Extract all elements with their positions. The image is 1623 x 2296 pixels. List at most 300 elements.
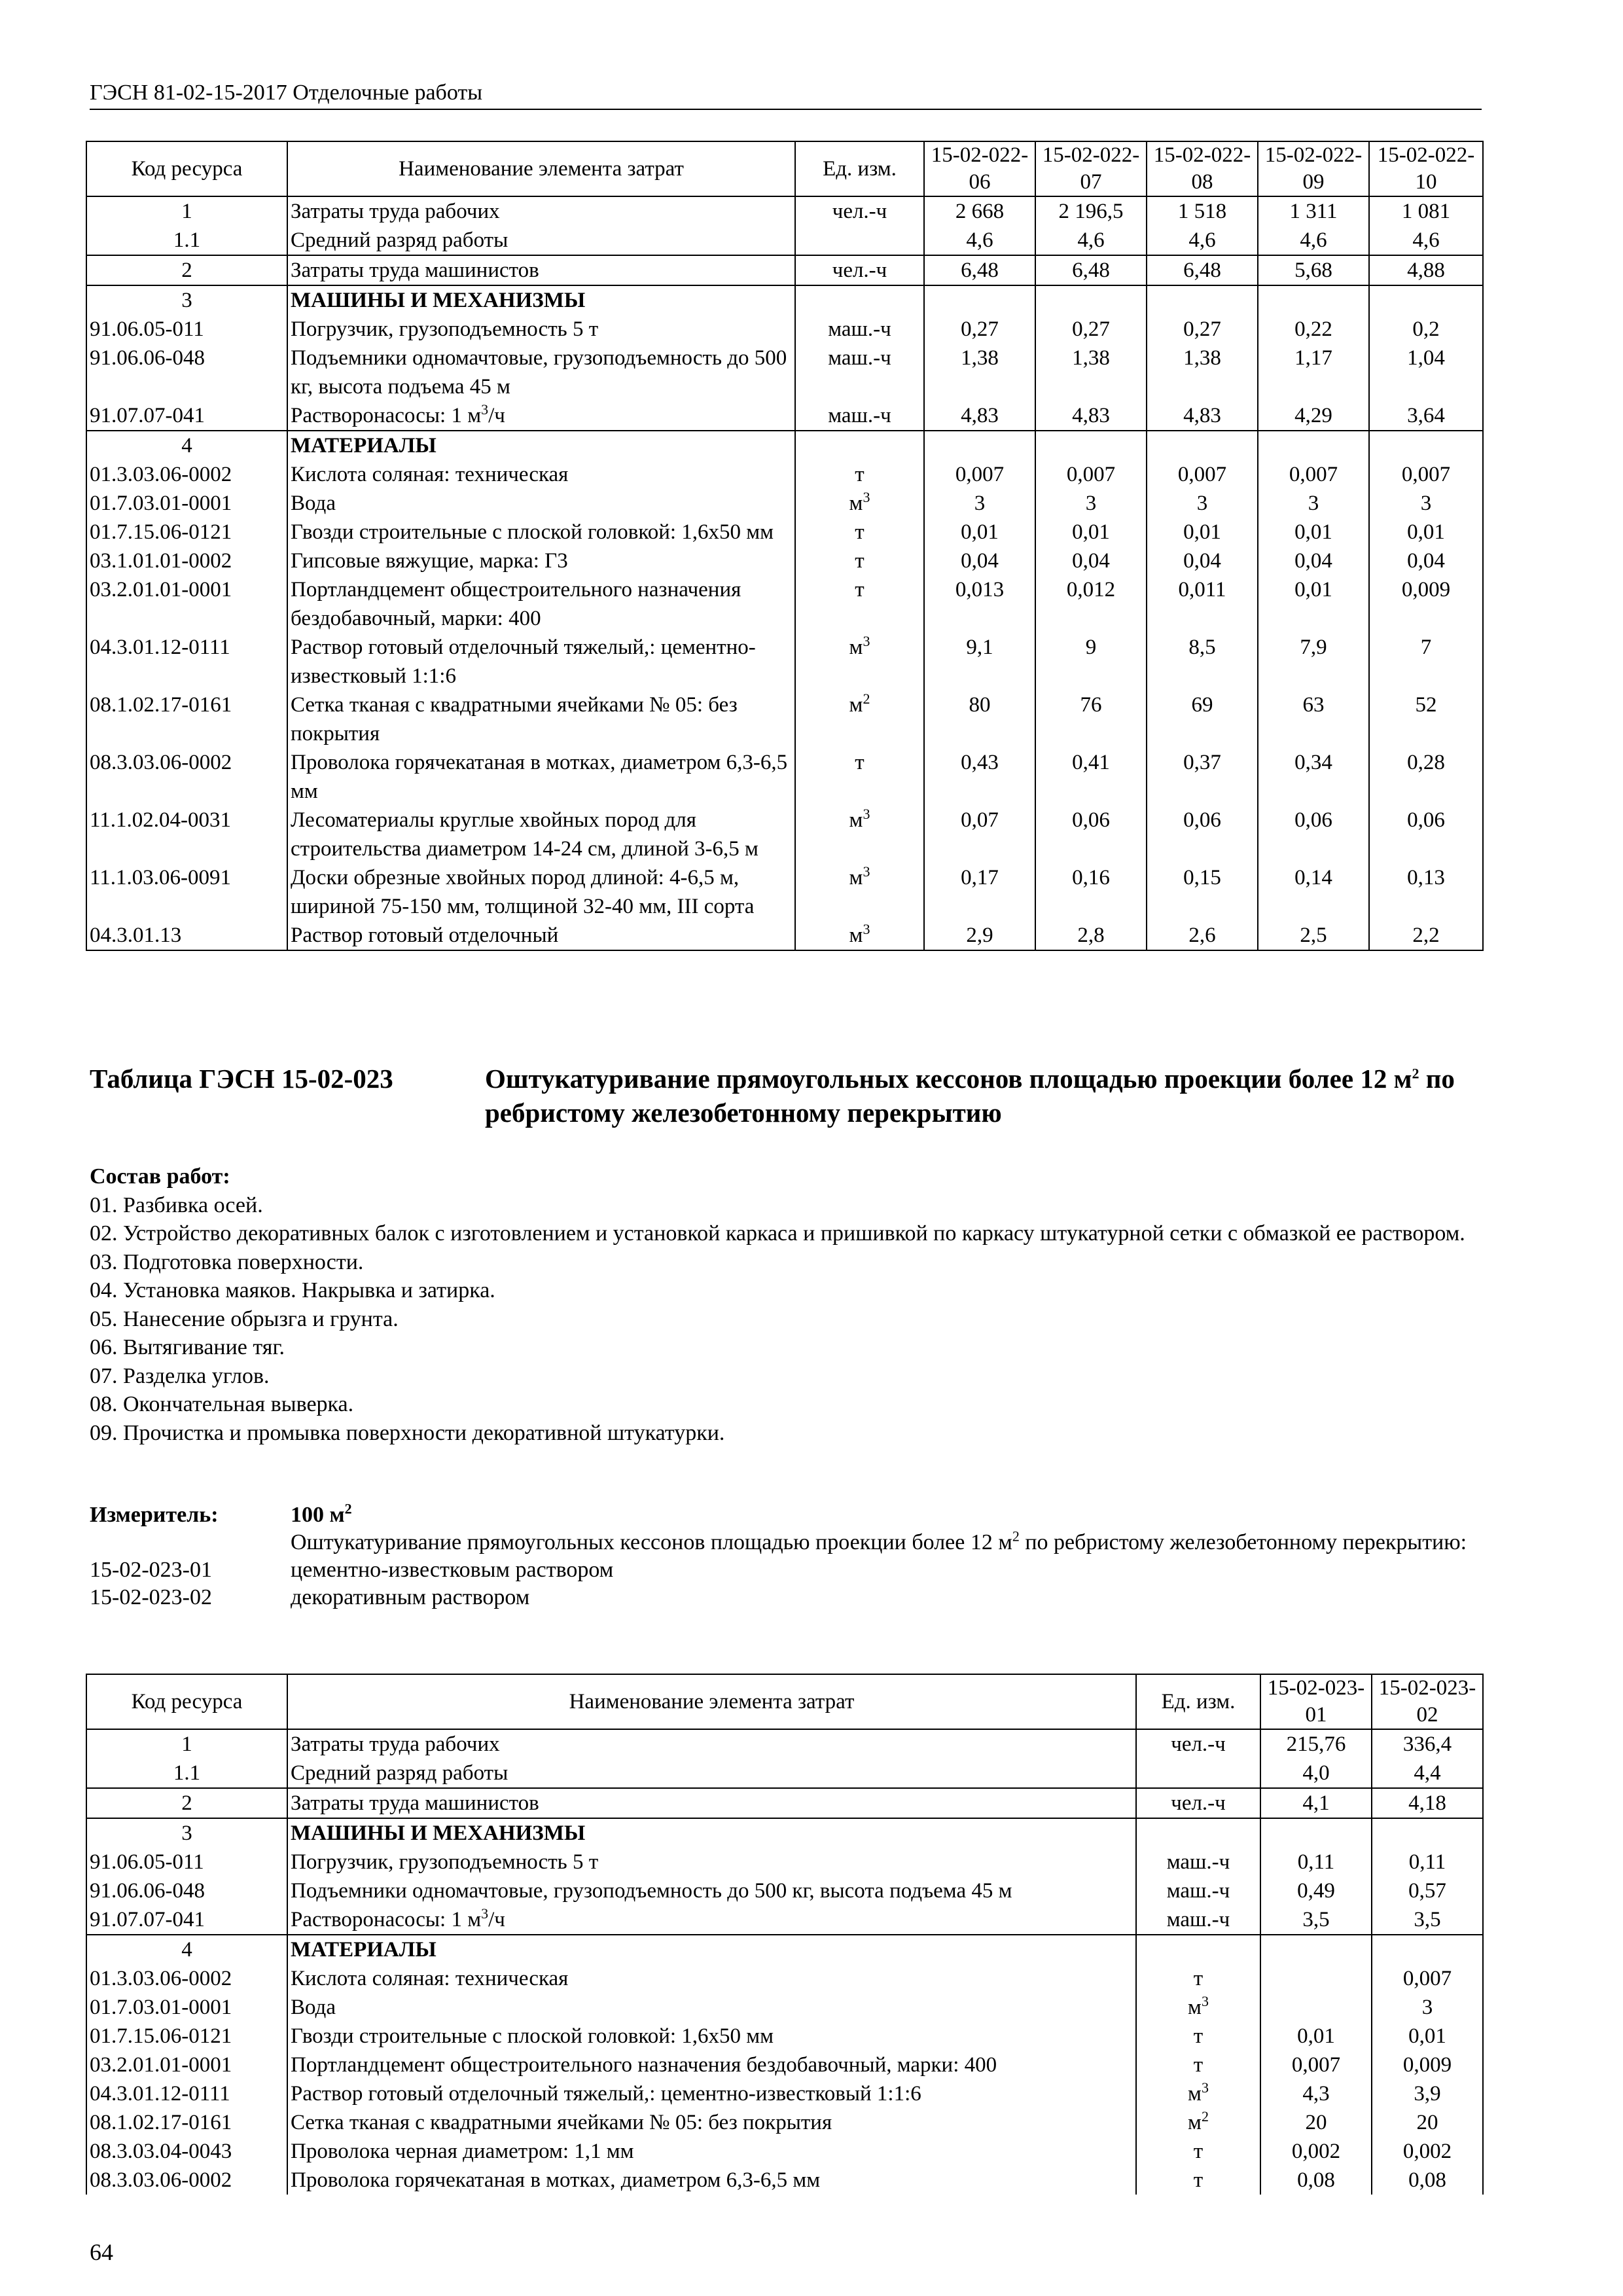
value-cell: 2,8: [1035, 921, 1147, 950]
value-cell: 336,4: [1372, 1729, 1483, 1759]
table-row: [86, 344, 1483, 401]
value-cell: 4,0: [1260, 1759, 1372, 1788]
value-cell: 0,007: [1260, 2051, 1372, 2079]
value-cell: 4,6: [1147, 226, 1258, 255]
resource-code: 03.2.01.01-0001: [86, 2051, 287, 2079]
unit: маш.-ч: [795, 401, 924, 431]
unit: т: [795, 547, 924, 575]
work-item: 01. Разбивка осей.: [90, 1193, 263, 1217]
table-row: [86, 226, 1483, 255]
variant-text: декоративным раствором: [291, 1585, 530, 1609]
resource-name: Проволока горячекатаная в мотках, диаметром 6,3-6,5 мм: [287, 2166, 1136, 2195]
resource-name: Сетка тканая с квадратными ячейками № 05: без покрытия: [287, 691, 795, 748]
value-cell: 0,009: [1372, 2051, 1483, 2079]
value-cell: 0,007: [1147, 460, 1258, 489]
value-cell: 0,012: [1035, 575, 1147, 633]
value-cell: 0,28: [1369, 748, 1483, 806]
resource-name: Подъемники одномачтовые, грузоподъемность до 500 кг, высота подъема 45 м: [287, 344, 795, 401]
unit: чел.-ч: [1136, 1729, 1260, 1759]
table-label: Таблица ГЭСН 15-02-023: [90, 1064, 393, 1094]
value-cell: 2 196,5: [1035, 196, 1147, 226]
work-item: 05. Нанесение обрызга и грунта.: [90, 1306, 399, 1331]
resource-name: Портландцемент общестроительного назначения бездобавочный, марки: 400: [287, 2051, 1136, 2079]
work-item: 08. Окончательная выверка.: [90, 1392, 354, 1416]
resource-code: 1: [86, 1729, 287, 1759]
value-cell: 0,15: [1147, 863, 1258, 921]
value-cell: 1,38: [1147, 344, 1258, 401]
resource-code: 11.1.03.06-0091: [86, 863, 287, 921]
value-cell: [1035, 431, 1147, 460]
unit: т: [1136, 2051, 1260, 2079]
value-cell: 0,007: [924, 460, 1035, 489]
value-cell: 1,38: [924, 344, 1035, 401]
value-cell: 2,2: [1369, 921, 1483, 950]
column-header: 15-02-022-08: [1147, 141, 1258, 196]
unit: т: [1136, 2137, 1260, 2166]
column-header: Код ресурса: [86, 141, 287, 196]
value-cell: 0,43: [924, 748, 1035, 806]
table-row: [86, 1788, 1483, 1818]
resource-code: 08.1.02.17-0161: [86, 691, 287, 748]
value-cell: 0,011: [1147, 575, 1258, 633]
resource-name: МАТЕРИАЛЫ: [287, 1935, 1136, 1964]
value-cell: 2,6: [1147, 921, 1258, 950]
value-cell: 0,04: [1147, 547, 1258, 575]
column-header: Наименование элемента затрат: [287, 141, 795, 196]
resource-code: 01.7.15.06-0121: [86, 518, 287, 547]
value-cell: [1258, 431, 1369, 460]
resource-name: Погрузчик, грузоподъемность 5 т: [287, 1848, 1136, 1876]
value-cell: 4,6: [1035, 226, 1147, 255]
value-cell: 0,01: [1258, 518, 1369, 547]
table-row: [86, 1935, 1483, 1964]
unit: $м^2$: [1136, 2108, 1260, 2137]
value-cell: 52: [1369, 691, 1483, 748]
value-cell: 0,007: [1369, 460, 1483, 489]
running-header: ГЭСН 81-02-15-2017 Отделочные работы: [90, 80, 1482, 110]
unit: $м^2$: [795, 691, 924, 748]
value-cell: 0,27: [1147, 315, 1258, 344]
resource-table-023: [86, 1674, 1484, 2195]
value-cell: 3,64: [1369, 401, 1483, 431]
unit: т: [795, 460, 924, 489]
resource-code: 08.3.03.04-0043: [86, 2137, 287, 2166]
value-cell: 0,01: [1260, 2022, 1372, 2051]
table-row: [86, 1818, 1483, 1848]
value-cell: 2,9: [924, 921, 1035, 950]
resource-code: 91.06.06-048: [86, 1876, 287, 1905]
resource-code: 01.7.15.06-0121: [86, 2022, 287, 2051]
unit: $м^3$: [795, 921, 924, 950]
table-row: [86, 285, 1483, 315]
resource-code: 01.3.03.06-0002: [86, 460, 287, 489]
column-header: Ед. изм.: [1136, 1674, 1260, 1729]
value-cell: 0,08: [1260, 2166, 1372, 2195]
value-cell: 20: [1372, 2108, 1483, 2137]
resource-name: Лесоматериалы круглые хвойных пород для строительства диаметром 14-24 см, длиной 3-6,5 м: [287, 806, 795, 863]
unit: чел.-ч: [795, 196, 924, 226]
value-cell: 0,27: [1035, 315, 1147, 344]
table-header: [86, 1674, 1483, 1729]
value-cell: 0,01: [924, 518, 1035, 547]
unit: т: [1136, 2022, 1260, 2051]
table-row: [86, 431, 1483, 460]
unit: маш.-ч: [1136, 1848, 1260, 1876]
resource-name: Раствор готовый отделочный тяжелый,: цементно-известковый 1:1:6: [287, 633, 795, 691]
unit: [795, 285, 924, 315]
resource-name: МАШИНЫ И МЕХАНИЗМЫ: [287, 1818, 1136, 1848]
value-cell: 1,38: [1035, 344, 1147, 401]
column-header: 15-02-022-07: [1035, 141, 1147, 196]
value-cell: 0,17: [924, 863, 1035, 921]
resource-name: Гипсовые вяжущие, марка: Г3: [287, 547, 795, 575]
value-cell: 215,76: [1260, 1729, 1372, 1759]
table-body: [86, 1729, 1483, 2195]
value-cell: 0,08: [1372, 2166, 1483, 2195]
value-cell: 4,83: [924, 401, 1035, 431]
value-cell: [1260, 1935, 1372, 1964]
value-cell: [1372, 1935, 1483, 1964]
value-cell: 3,5: [1372, 1905, 1483, 1935]
value-cell: 0,04: [1035, 547, 1147, 575]
measure-variant: [90, 1584, 1490, 1611]
value-cell: 4,3: [1260, 2079, 1372, 2108]
resource-code: 01.7.03.01-0001: [86, 1993, 287, 2022]
value-cell: 0,01: [1369, 518, 1483, 547]
unit: т: [1136, 2166, 1260, 2195]
value-cell: 8,5: [1147, 633, 1258, 691]
table-row: [86, 921, 1483, 950]
resource-code: 91.07.07-041: [86, 1905, 287, 1935]
resource-code: 91.06.05-011: [86, 1848, 287, 1876]
table-row: [86, 460, 1483, 489]
value-cell: [1369, 431, 1483, 460]
value-cell: 76: [1035, 691, 1147, 748]
table-row: [86, 863, 1483, 921]
resource-code: 2: [86, 255, 287, 285]
work-item: 09. Прочистка и промывка поверхности декоративной штукатурки.: [90, 1420, 725, 1445]
value-cell: 4,6: [924, 226, 1035, 255]
value-cell: 4,6: [1258, 226, 1369, 255]
value-cell: 7,9: [1258, 633, 1369, 691]
value-cell: 0,002: [1260, 2137, 1372, 2166]
unit: $м^3$: [795, 806, 924, 863]
value-cell: 0,01: [1147, 518, 1258, 547]
table-row: [86, 575, 1483, 633]
resource-code: 4: [86, 431, 287, 460]
resource-code: 08.3.03.06-0002: [86, 748, 287, 806]
resource-name: Вода: [287, 489, 795, 518]
column-header: Код ресурса: [86, 1674, 287, 1729]
table-row: [86, 518, 1483, 547]
value-cell: 0,22: [1258, 315, 1369, 344]
work-composition-list: [90, 1191, 1490, 1448]
resource-code: 03.1.01.01-0002: [86, 547, 287, 575]
column-header: 15-02-022-10: [1369, 141, 1483, 196]
resource-code: 1: [86, 196, 287, 226]
resource-name: Затраты труда машинистов: [287, 1788, 1136, 1818]
unit: т: [1136, 1964, 1260, 1993]
resource-code: 01.3.03.06-0002: [86, 1964, 287, 1993]
value-cell: 0,06: [1258, 806, 1369, 863]
table-row: [86, 806, 1483, 863]
resource-name: Портландцемент общестроительного назначения бездобавочный, марки: 400: [287, 575, 795, 633]
unit: чел.-ч: [795, 255, 924, 285]
value-cell: [1147, 431, 1258, 460]
column-header: 15-02-023-01: [1260, 1674, 1372, 1729]
value-cell: 0,009: [1369, 575, 1483, 633]
value-cell: 3: [1258, 489, 1369, 518]
value-cell: [1258, 285, 1369, 315]
value-cell: 0,007: [1035, 460, 1147, 489]
unit: $м^3$: [1136, 2079, 1260, 2108]
resource-code: 3: [86, 1818, 287, 1848]
page-number: 64: [90, 2239, 113, 2265]
value-cell: 0,06: [1035, 806, 1147, 863]
variant-text: цементно-известковым раствором: [291, 1558, 614, 1582]
value-cell: 3,9: [1372, 2079, 1483, 2108]
work-composition-heading: Состав работ:: [90, 1164, 230, 1189]
table-row: [86, 547, 1483, 575]
value-cell: [1147, 285, 1258, 315]
table-row: [86, 2108, 1483, 2137]
resource-code: 11.1.02.04-0031: [86, 806, 287, 863]
value-cell: 1,17: [1258, 344, 1369, 401]
value-cell: 0,06: [1369, 806, 1483, 863]
value-cell: 4,29: [1258, 401, 1369, 431]
measure-variant: [90, 1556, 1490, 1584]
value-cell: 63: [1258, 691, 1369, 748]
resource-name: Затраты труда рабочих: [287, 1729, 1136, 1759]
resource-name: МАТЕРИАЛЫ: [287, 431, 795, 460]
work-item: 03. Подготовка поверхности.: [90, 1249, 364, 1274]
value-cell: 1,04: [1369, 344, 1483, 401]
unit: [795, 431, 924, 460]
work-composition: [90, 1162, 1490, 1447]
value-cell: 0,007: [1258, 460, 1369, 489]
resource-code: 91.06.06-048: [86, 344, 287, 401]
value-cell: [1260, 1993, 1372, 2022]
value-cell: 4,6: [1369, 226, 1483, 255]
value-cell: 0,013: [924, 575, 1035, 633]
resource-name: Затраты труда рабочих: [287, 196, 795, 226]
unit: т: [795, 518, 924, 547]
value-cell: 1 518: [1147, 196, 1258, 226]
value-cell: 0,07: [924, 806, 1035, 863]
value-cell: 0,002: [1372, 2137, 1483, 2166]
resource-name: Доски обрезные хвойных пород длиной: 4-6,5 м, шириной 75-150 мм, толщиной 32-40 мм, III сорта: [287, 863, 795, 921]
value-cell: [1035, 285, 1147, 315]
column-header: 15-02-022-06: [924, 141, 1035, 196]
value-cell: 4,88: [1369, 255, 1483, 285]
resource-code: 1.1: [86, 1759, 287, 1788]
value-cell: 0,41: [1035, 748, 1147, 806]
resource-name: Подъемники одномачтовые, грузоподъемность до 500 кг, высота подъема 45 м: [287, 1876, 1136, 1905]
unit: [795, 226, 924, 255]
table-row: [86, 1964, 1483, 1993]
table-row: [86, 1729, 1483, 1759]
value-cell: 0,14: [1258, 863, 1369, 921]
unit: $м^3$: [795, 633, 924, 691]
resource-name: МАШИНЫ И МЕХАНИЗМЫ: [287, 285, 795, 315]
table-row: [86, 1759, 1483, 1788]
resource-table-022: [86, 141, 1484, 951]
resource-name: Проволока горячекатаная в мотках, диаметром 6,3-6,5 мм: [287, 748, 795, 806]
table-row: [86, 2166, 1483, 2195]
unit: маш.-ч: [1136, 1905, 1260, 1935]
resource-code: 04.3.01.13: [86, 921, 287, 950]
value-cell: 6,48: [1147, 255, 1258, 285]
value-cell: 4,4: [1372, 1759, 1483, 1788]
table-row: [86, 255, 1483, 285]
value-cell: 3: [1369, 489, 1483, 518]
value-cell: 0,11: [1260, 1848, 1372, 1876]
resource-name: Кислота соляная: техническая: [287, 1964, 1136, 1993]
value-cell: 4,83: [1147, 401, 1258, 431]
value-cell: 3: [924, 489, 1035, 518]
table-row: [86, 1993, 1483, 2022]
value-cell: 3: [1147, 489, 1258, 518]
variant-code: 15-02-023-01: [90, 1558, 212, 1582]
resource-code: 08.1.02.17-0161: [86, 2108, 287, 2137]
table-row: [86, 1876, 1483, 1905]
value-cell: 0,01: [1035, 518, 1147, 547]
value-cell: 6,48: [1035, 255, 1147, 285]
value-cell: 0,13: [1369, 863, 1483, 921]
value-cell: 0,2: [1369, 315, 1483, 344]
value-cell: 4,83: [1035, 401, 1147, 431]
work-item: 07. Разделка углов.: [90, 1363, 270, 1388]
measure-label: Измеритель:: [90, 1503, 219, 1527]
value-cell: [1369, 285, 1483, 315]
table-row: [86, 633, 1483, 691]
work-item: 04. Установка маяков. Накрывка и затирка.: [90, 1278, 495, 1302]
value-cell: 0,34: [1258, 748, 1369, 806]
unit: т: [795, 575, 924, 633]
unit: $м^3$: [795, 863, 924, 921]
value-cell: 1 081: [1369, 196, 1483, 226]
value-cell: 0,01: [1258, 575, 1369, 633]
value-cell: [1260, 1818, 1372, 1848]
resource-code: 01.7.03.01-0001: [86, 489, 287, 518]
resource-code: 91.07.07-041: [86, 401, 287, 431]
resource-name: Вода: [287, 1993, 1136, 2022]
value-cell: 2,5: [1258, 921, 1369, 950]
value-cell: 0,04: [1369, 547, 1483, 575]
work-item: 02. Устройство декоративных балок с изготовлением и установкой каркаса и пришивкой по каркасу штукатурной сетки с обмазкой ее раствором.: [90, 1221, 1465, 1246]
table-row: [86, 2022, 1483, 2051]
value-cell: 7: [1369, 633, 1483, 691]
value-cell: 6,48: [924, 255, 1035, 285]
value-cell: 0,04: [1258, 547, 1369, 575]
measure-value: 100 $м^2$: [291, 1500, 352, 1527]
resource-code: 08.3.03.06-0002: [86, 2166, 287, 2195]
unit: маш.-ч: [1136, 1876, 1260, 1905]
value-cell: 0,04: [924, 547, 1035, 575]
table-row: [86, 1848, 1483, 1876]
resource-name: Сетка тканая с квадратными ячейками № 05: без покрытия: [287, 2108, 1136, 2137]
column-header: Ед. изм.: [795, 141, 924, 196]
value-cell: 4,18: [1372, 1788, 1483, 1818]
resource-code: 04.3.01.12-0111: [86, 2079, 287, 2108]
table-body: [86, 196, 1483, 950]
value-cell: 2 668: [924, 196, 1035, 226]
value-cell: 4,1: [1260, 1788, 1372, 1818]
value-cell: [1260, 1964, 1372, 1993]
table-row: [86, 2079, 1483, 2108]
resource-name: Раствор готовый отделочный тяжелый,: цементно-известковый 1:1:6: [287, 2079, 1136, 2108]
table-row: [86, 2051, 1483, 2079]
unit: [1136, 1935, 1260, 1964]
resource-code: 2: [86, 1788, 287, 1818]
value-cell: 3,5: [1260, 1905, 1372, 1935]
unit: $м^3$: [1136, 1993, 1260, 2022]
value-cell: 0,11: [1372, 1848, 1483, 1876]
value-cell: 0,007: [1372, 1964, 1483, 1993]
value-cell: 0,16: [1035, 863, 1147, 921]
value-cell: 3: [1372, 1993, 1483, 2022]
value-cell: 20: [1260, 2108, 1372, 2137]
resource-name: Гвозди строительные с плоской головкой: 1,6х50 мм: [287, 518, 795, 547]
table-row: [86, 748, 1483, 806]
value-cell: 3: [1035, 489, 1147, 518]
measure-variants: [90, 1556, 1490, 1611]
unit: маш.-ч: [795, 344, 924, 401]
measure-description: Оштукатуривание прямоугольных кессонов площадью проекции более 12 $м^2$ по ребристому железобетонному перекрытию:: [291, 1528, 1467, 1554]
table-row: [86, 315, 1483, 344]
value-cell: 9: [1035, 633, 1147, 691]
resource-name: Кислота соляная: техническая: [287, 460, 795, 489]
unit: т: [795, 748, 924, 806]
resource-code: 4: [86, 1935, 287, 1964]
column-header: Наименование элемента затрат: [287, 1674, 1136, 1729]
column-header: 15-02-022-09: [1258, 141, 1369, 196]
resource-code: 04.3.01.12-0111: [86, 633, 287, 691]
value-cell: 5,68: [1258, 255, 1369, 285]
table-row: [86, 196, 1483, 226]
table-row: [86, 401, 1483, 431]
resource-name: Растворонасосы: 1 $м^3/ч$: [287, 1905, 1136, 1935]
table-row: [86, 1905, 1483, 1935]
unit: чел.-ч: [1136, 1788, 1260, 1818]
value-cell: 9,1: [924, 633, 1035, 691]
value-cell: 80: [924, 691, 1035, 748]
resource-code: 3: [86, 285, 287, 315]
value-cell: 0,49: [1260, 1876, 1372, 1905]
value-cell: [924, 431, 1035, 460]
resource-name: Растворонасосы: 1 $м^3/ч$: [287, 401, 795, 431]
value-cell: [1372, 1818, 1483, 1848]
resource-code: 91.06.05-011: [86, 315, 287, 344]
value-cell: 0,37: [1147, 748, 1258, 806]
table-title: Оштукатуривание прямоугольных кессонов площадью проекции более 12 $м^2$ по ребристому железобетонному перекрытию: [485, 1064, 1455, 1128]
resource-code: 1.1: [86, 226, 287, 255]
value-cell: 0,01: [1372, 2022, 1483, 2051]
value-cell: 69: [1147, 691, 1258, 748]
value-cell: 0,27: [924, 315, 1035, 344]
unit: маш.-ч: [795, 315, 924, 344]
table-row: [86, 489, 1483, 518]
value-cell: 0,06: [1147, 806, 1258, 863]
resource-code: 03.2.01.01-0001: [86, 575, 287, 633]
resource-name: Затраты труда машинистов: [287, 255, 795, 285]
value-cell: 1 311: [1258, 196, 1369, 226]
table-row: [86, 691, 1483, 748]
value-cell: 0,57: [1372, 1876, 1483, 1905]
resource-name: Гвозди строительные с плоской головкой: 1,6х50 мм: [287, 2022, 1136, 2051]
table-row: [86, 2137, 1483, 2166]
measure-block: [90, 1501, 1490, 1611]
